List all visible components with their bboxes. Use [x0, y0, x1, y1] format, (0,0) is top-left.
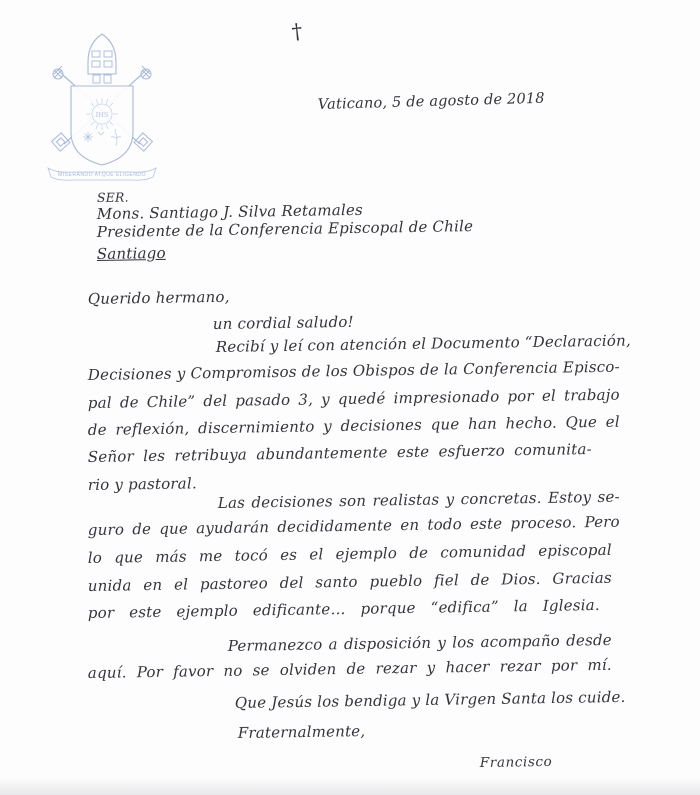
date-line: Vaticano, 5 de agosto de 2018: [317, 90, 545, 113]
handwritten-line: Señor les retribuya abundantemente este esfuerzo comunita-: [87, 440, 592, 466]
svg-text:IHS: IHS: [95, 111, 109, 119]
handwritten-line: un cordial saludo!: [212, 312, 354, 333]
signature: Francisco: [479, 753, 553, 771]
star-icon: [83, 132, 93, 142]
closing-line: Fraternalmente,: [237, 722, 366, 742]
page-bottom-edge: [0, 777, 700, 795]
motto-text: MISERANDO ATQUE ELIGENDO: [58, 172, 146, 178]
handwritten-line: Decisiones y Compromisos de los Obispos de la Conferencia Episco-: [87, 357, 620, 384]
handwritten-line: Que Jesús los bendiga y la Virgen Santa los cuide.: [234, 687, 626, 712]
motto-banner-icon: [48, 168, 156, 180]
handwritten-line: guro de que ayudarán decididamente en todo este proceso. Pero: [87, 512, 620, 539]
recipient-title: Presidente de la Conferencia Episcopal de Chile: [96, 217, 474, 241]
handwritten-line: Permanezco a disposición y los acompaño desde: [227, 630, 612, 655]
handwritten-line: de reflexión, discernimiento y decisiones que han hecho. Que el: [87, 412, 620, 439]
recipient-city: Santiago: [96, 243, 166, 263]
handwritten-line: rio y pastoral.: [87, 474, 197, 494]
handwritten-line: aquí. Por favor no se olviden de rezar y hacer rezar por mí.: [87, 655, 612, 682]
salutation-line: Querido hermano,: [87, 287, 230, 308]
recipient-honorific: SER.: [96, 189, 129, 205]
handwritten-line: unida en el pastoreo del santo pueblo fiel de Dios. Gracias: [87, 568, 612, 595]
handwritten-line: pal de Chile” del pasado 3, y quedé impresionado por el trabajo: [87, 385, 620, 412]
handwritten-line: Las decisiones son realistas y concretas. Estoy se-: [217, 487, 620, 512]
handwritten-cross-mark: †: [290, 19, 304, 44]
handwritten-line: lo que más me tocó es el ejemplo de comunidad episcopal: [87, 540, 612, 567]
recipient-name: Mons. Santiago J. Silva Retamales: [96, 200, 364, 223]
papal-coat-of-arms-icon: [40, 30, 164, 182]
handwritten-line: por este ejemplo edificante… porque “edifica” la Iglesia.: [87, 595, 600, 622]
handwritten-line: Recibí y leí con atención el Documento “Declaración,: [215, 331, 632, 356]
